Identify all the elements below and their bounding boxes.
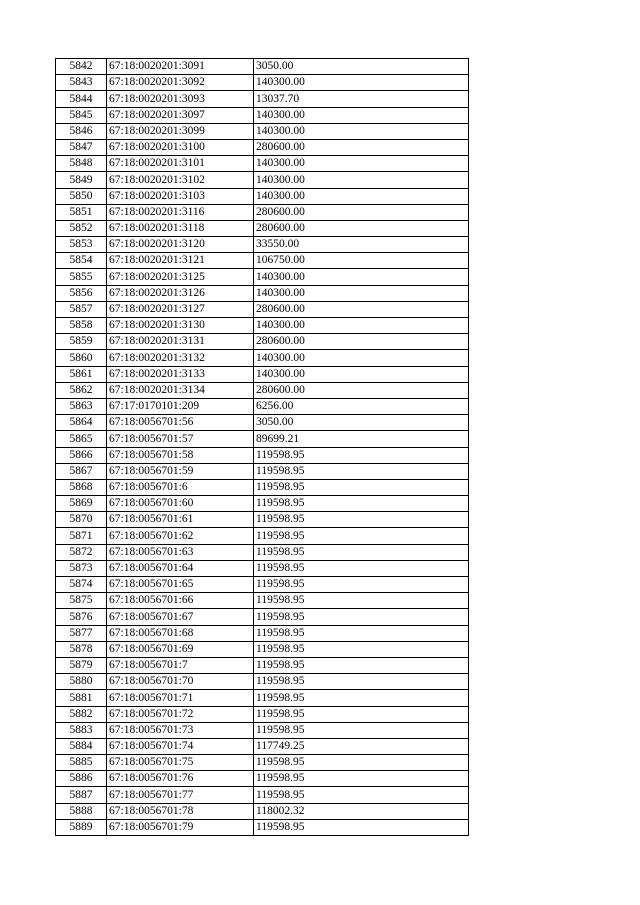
row-number-cell: 5878 — [56, 641, 107, 657]
row-number-cell: 5858 — [56, 318, 107, 334]
cadastral-number-cell: 67:18:0020201:3092 — [107, 75, 254, 91]
row-number-cell: 5871 — [56, 528, 107, 544]
table-row — [56, 512, 469, 528]
table-row — [56, 609, 469, 625]
row-number-cell: 5884 — [56, 738, 107, 754]
cadastral-value-cell: 119598.95 — [254, 479, 469, 495]
row-number-cell: 5851 — [56, 204, 107, 220]
row-number-cell: 5843 — [56, 75, 107, 91]
cadastral-number-cell: 67:18:0056701:75 — [107, 755, 254, 771]
cadastral-number-cell: 67:18:0020201:3130 — [107, 318, 254, 334]
cadastral-value-cell: 119598.95 — [254, 593, 469, 609]
cadastral-value-cell: 3050.00 — [254, 59, 469, 75]
table-row — [56, 415, 469, 431]
table-row — [56, 334, 469, 350]
cadastral-value-cell: 89699.21 — [254, 431, 469, 447]
cadastral-number-cell: 67:17:0170101:209 — [107, 398, 254, 414]
cadastral-value-cell: 119598.95 — [254, 560, 469, 576]
cadastral-value-cell: 119598.95 — [254, 674, 469, 690]
row-number-cell: 5848 — [56, 156, 107, 172]
table-row — [56, 285, 469, 301]
cadastral-value-cell: 106750.00 — [254, 253, 469, 269]
cadastral-number-cell: 67:18:0056701:76 — [107, 771, 254, 787]
cadastral-number-cell: 67:18:0020201:3100 — [107, 139, 254, 155]
cadastral-value-cell: 119598.95 — [254, 463, 469, 479]
row-number-cell: 5883 — [56, 722, 107, 738]
cadastral-number-cell: 67:18:0056701:79 — [107, 819, 254, 835]
row-number-cell: 5863 — [56, 398, 107, 414]
cadastral-value-table — [55, 58, 469, 836]
row-number-cell: 5859 — [56, 334, 107, 350]
cadastral-value-cell: 280600.00 — [254, 220, 469, 236]
row-number-cell: 5875 — [56, 593, 107, 609]
cadastral-value-cell: 119598.95 — [254, 641, 469, 657]
cadastral-number-cell: 67:18:0020201:3099 — [107, 123, 254, 139]
cadastral-number-cell: 67:18:0020201:3125 — [107, 269, 254, 285]
row-number-cell: 5852 — [56, 220, 107, 236]
table-row — [56, 139, 469, 155]
cadastral-value-cell: 117749.25 — [254, 738, 469, 754]
cadastral-value-cell: 140300.00 — [254, 188, 469, 204]
cadastral-number-cell: 67:18:0056701:59 — [107, 463, 254, 479]
row-number-cell: 5845 — [56, 107, 107, 123]
table-row — [56, 318, 469, 334]
cadastral-number-cell: 67:18:0056701:70 — [107, 674, 254, 690]
table-row — [56, 787, 469, 803]
cadastral-value-cell: 140300.00 — [254, 366, 469, 382]
table-row — [56, 722, 469, 738]
cadastral-value-cell: 33550.00 — [254, 237, 469, 253]
table-row — [56, 577, 469, 593]
table-row — [56, 706, 469, 722]
cadastral-value-cell: 3050.00 — [254, 415, 469, 431]
cadastral-number-cell: 67:18:0056701:61 — [107, 512, 254, 528]
cadastral-number-cell: 67:18:0056701:78 — [107, 803, 254, 819]
table-row — [56, 204, 469, 220]
cadastral-value-cell: 140300.00 — [254, 75, 469, 91]
table-row — [56, 253, 469, 269]
cadastral-value-cell: 140300.00 — [254, 269, 469, 285]
table-row — [56, 398, 469, 414]
table-row — [56, 544, 469, 560]
table-row — [56, 366, 469, 382]
cadastral-number-cell: 67:18:0020201:3133 — [107, 366, 254, 382]
row-number-cell: 5876 — [56, 609, 107, 625]
cadastral-number-cell: 67:18:0056701:68 — [107, 625, 254, 641]
table-row — [56, 301, 469, 317]
cadastral-value-cell: 140300.00 — [254, 156, 469, 172]
table-row — [56, 738, 469, 754]
cadastral-number-cell: 67:18:0056701:67 — [107, 609, 254, 625]
row-number-cell: 5880 — [56, 674, 107, 690]
cadastral-value-cell: 119598.95 — [254, 528, 469, 544]
cadastral-number-cell: 67:18:0056701:58 — [107, 447, 254, 463]
row-number-cell: 5854 — [56, 253, 107, 269]
table-row — [56, 528, 469, 544]
row-number-cell: 5856 — [56, 285, 107, 301]
row-number-cell: 5860 — [56, 350, 107, 366]
cadastral-value-cell: 280600.00 — [254, 204, 469, 220]
row-number-cell: 5867 — [56, 463, 107, 479]
cadastral-number-cell: 67:18:0020201:3103 — [107, 188, 254, 204]
table-row — [56, 771, 469, 787]
table-row — [56, 59, 469, 75]
cadastral-value-cell: 280600.00 — [254, 139, 469, 155]
table-row — [56, 75, 469, 91]
cadastral-value-cell: 140300.00 — [254, 318, 469, 334]
cadastral-number-cell: 67:18:0020201:3132 — [107, 350, 254, 366]
cadastral-value-cell: 119598.95 — [254, 577, 469, 593]
cadastral-value-cell: 119598.95 — [254, 771, 469, 787]
cadastral-value-cell: 13037.70 — [254, 91, 469, 107]
cadastral-value-cell: 119598.95 — [254, 755, 469, 771]
table-row — [56, 382, 469, 398]
row-number-cell: 5865 — [56, 431, 107, 447]
table-row — [56, 237, 469, 253]
cadastral-value-cell: 140300.00 — [254, 172, 469, 188]
table-row — [56, 674, 469, 690]
table-row — [56, 156, 469, 172]
cadastral-value-cell: 119598.95 — [254, 819, 469, 835]
table-row — [56, 641, 469, 657]
cadastral-value-cell: 119598.95 — [254, 447, 469, 463]
cadastral-number-cell: 67:18:0020201:3102 — [107, 172, 254, 188]
cadastral-number-cell: 67:18:0056701:77 — [107, 787, 254, 803]
cadastral-value-cell: 280600.00 — [254, 334, 469, 350]
cadastral-number-cell: 67:18:0056701:64 — [107, 560, 254, 576]
row-number-cell: 5879 — [56, 657, 107, 673]
cadastral-number-cell: 67:18:0020201:3093 — [107, 91, 254, 107]
row-number-cell: 5868 — [56, 479, 107, 495]
table-row — [56, 107, 469, 123]
row-number-cell: 5850 — [56, 188, 107, 204]
cadastral-number-cell: 67:18:0056701:65 — [107, 577, 254, 593]
cadastral-number-cell: 67:18:0056701:63 — [107, 544, 254, 560]
cadastral-number-cell: 67:18:0056701:60 — [107, 496, 254, 512]
cadastral-number-cell: 67:18:0020201:3101 — [107, 156, 254, 172]
cadastral-number-cell: 67:18:0020201:3097 — [107, 107, 254, 123]
cadastral-number-cell: 67:18:0056701:74 — [107, 738, 254, 754]
cadastral-number-cell: 67:18:0020201:3120 — [107, 237, 254, 253]
row-number-cell: 5885 — [56, 755, 107, 771]
row-number-cell: 5849 — [56, 172, 107, 188]
table-row — [56, 172, 469, 188]
table-row — [56, 625, 469, 641]
row-number-cell: 5881 — [56, 690, 107, 706]
cadastral-number-cell: 67:18:0020201:3126 — [107, 285, 254, 301]
cadastral-number-cell: 67:18:0056701:71 — [107, 690, 254, 706]
table-row — [56, 123, 469, 139]
row-number-cell: 5861 — [56, 366, 107, 382]
row-number-cell: 5886 — [56, 771, 107, 787]
cadastral-value-cell: 119598.95 — [254, 657, 469, 673]
table-body — [56, 59, 469, 836]
row-number-cell: 5889 — [56, 819, 107, 835]
cadastral-number-cell: 67:18:0056701:73 — [107, 722, 254, 738]
cadastral-number-cell: 67:18:0056701:69 — [107, 641, 254, 657]
row-number-cell: 5855 — [56, 269, 107, 285]
row-number-cell: 5846 — [56, 123, 107, 139]
row-number-cell: 5844 — [56, 91, 107, 107]
cadastral-number-cell: 67:18:0056701:56 — [107, 415, 254, 431]
row-number-cell: 5882 — [56, 706, 107, 722]
cadastral-number-cell: 67:18:0020201:3118 — [107, 220, 254, 236]
cadastral-number-cell: 67:18:0056701:62 — [107, 528, 254, 544]
cadastral-value-cell: 119598.95 — [254, 690, 469, 706]
cadastral-value-cell: 119598.95 — [254, 496, 469, 512]
cadastral-number-cell: 67:18:0056701:66 — [107, 593, 254, 609]
cadastral-value-cell: 119598.95 — [254, 706, 469, 722]
row-number-cell: 5862 — [56, 382, 107, 398]
cadastral-value-cell: 119598.95 — [254, 609, 469, 625]
table-row — [56, 269, 469, 285]
table-row — [56, 447, 469, 463]
cadastral-value-cell: 140300.00 — [254, 285, 469, 301]
cadastral-number-cell: 67:18:0056701:6 — [107, 479, 254, 495]
row-number-cell: 5873 — [56, 560, 107, 576]
cadastral-number-cell: 67:18:0056701:57 — [107, 431, 254, 447]
table-row — [56, 690, 469, 706]
cadastral-value-cell: 6256.00 — [254, 398, 469, 414]
row-number-cell: 5866 — [56, 447, 107, 463]
cadastral-number-cell: 67:18:0020201:3134 — [107, 382, 254, 398]
cadastral-value-cell: 119598.95 — [254, 512, 469, 528]
table-row — [56, 819, 469, 835]
table-row — [56, 350, 469, 366]
cadastral-value-cell: 119598.95 — [254, 787, 469, 803]
row-number-cell: 5888 — [56, 803, 107, 819]
table-row — [56, 593, 469, 609]
row-number-cell: 5874 — [56, 577, 107, 593]
table-row — [56, 188, 469, 204]
row-number-cell: 5847 — [56, 139, 107, 155]
table-row — [56, 560, 469, 576]
row-number-cell: 5877 — [56, 625, 107, 641]
row-number-cell: 5872 — [56, 544, 107, 560]
row-number-cell: 5857 — [56, 301, 107, 317]
cadastral-value-cell: 140300.00 — [254, 350, 469, 366]
row-number-cell: 5869 — [56, 496, 107, 512]
cadastral-value-cell: 119598.95 — [254, 722, 469, 738]
row-number-cell: 5853 — [56, 237, 107, 253]
row-number-cell: 5870 — [56, 512, 107, 528]
cadastral-number-cell: 67:18:0020201:3121 — [107, 253, 254, 269]
table-row — [56, 496, 469, 512]
cadastral-value-cell: 140300.00 — [254, 123, 469, 139]
table-row — [56, 463, 469, 479]
cadastral-value-cell: 280600.00 — [254, 301, 469, 317]
cadastral-number-cell: 67:18:0020201:3127 — [107, 301, 254, 317]
row-number-cell: 5887 — [56, 787, 107, 803]
cadastral-number-cell: 67:18:0056701:72 — [107, 706, 254, 722]
cadastral-number-cell: 67:18:0020201:3116 — [107, 204, 254, 220]
table-row — [56, 755, 469, 771]
table-row — [56, 479, 469, 495]
cadastral-value-cell: 119598.95 — [254, 625, 469, 641]
table-row — [56, 220, 469, 236]
cadastral-value-cell: 280600.00 — [254, 382, 469, 398]
cadastral-number-cell: 67:18:0056701:7 — [107, 657, 254, 673]
cadastral-value-cell: 140300.00 — [254, 107, 469, 123]
table-row — [56, 431, 469, 447]
row-number-cell: 5842 — [56, 59, 107, 75]
cadastral-value-cell: 118002.32 — [254, 803, 469, 819]
table-row — [56, 657, 469, 673]
cadastral-number-cell: 67:18:0020201:3131 — [107, 334, 254, 350]
cadastral-value-cell: 119598.95 — [254, 544, 469, 560]
row-number-cell: 5864 — [56, 415, 107, 431]
table-row — [56, 803, 469, 819]
table-row — [56, 91, 469, 107]
cadastral-number-cell: 67:18:0020201:3091 — [107, 59, 254, 75]
